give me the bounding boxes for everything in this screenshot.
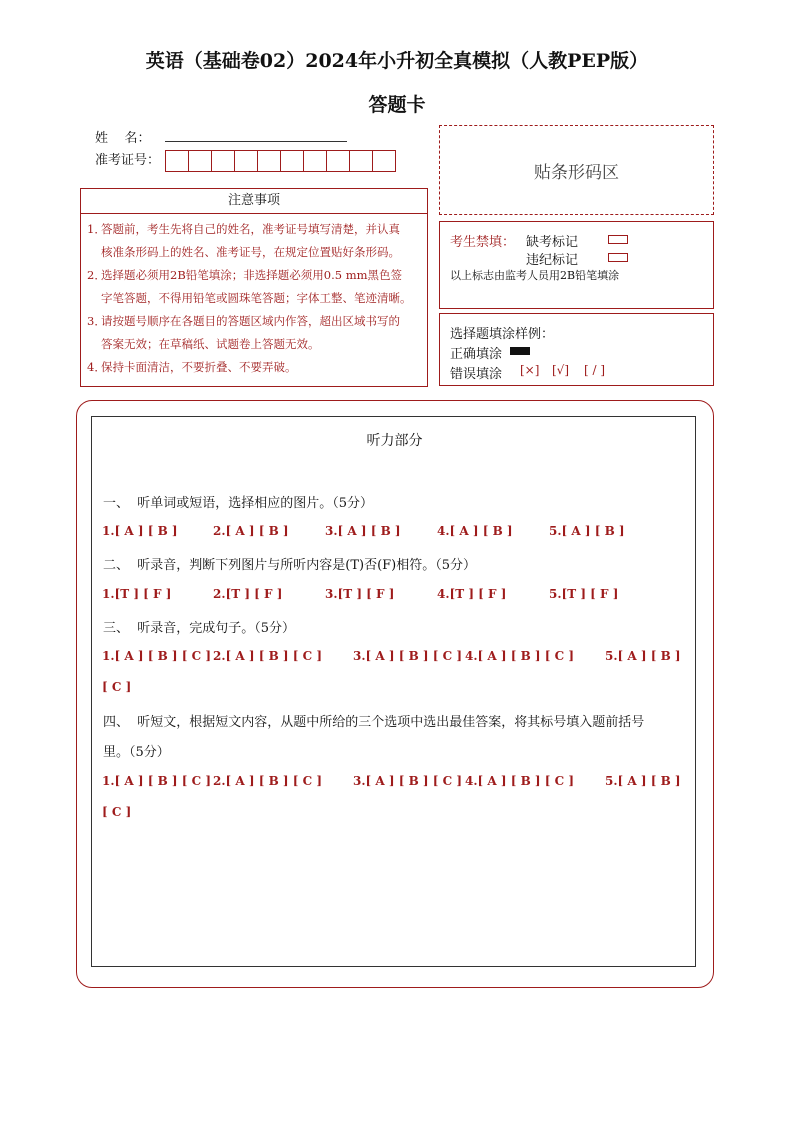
id-label: 准考证号： [95,153,161,168]
section-title-cont: 里。（5分） [103,745,170,760]
page-title: 英语（基础卷02）2024年小升初全真模拟（人教PEP版） [145,50,649,72]
notes-heading: 注意事项 [81,189,427,214]
listening-heading: 听力部分 [366,433,423,449]
answer-option-group[interactable]: 5.[T ] [ F ] [549,587,619,601]
answer-option-group[interactable]: 3.[ A ] [ B ] [325,524,401,538]
answer-option-group[interactable]: 4.[ A ] [ B ] [ C ] [465,774,575,788]
correct-label: 正确填涂 [450,347,503,362]
id-digit-box[interactable] [257,150,281,172]
section-title: 三、 听录音，完成句子。（5分） [103,621,296,636]
absent-label: 缺考标记 [526,235,579,250]
answer-option-group[interactable]: 2.[ A ] [ B ] [ C ] [213,649,323,663]
listening-section [91,416,696,967]
violation-label: 违纪标记 [526,253,579,268]
notes-panel [80,188,428,387]
note-line: 2． 选择题必须用2B铅笔填涂；非选择题必须用0.5 mm黑色签 [87,268,403,282]
note-line: 核准条形码上的姓名、准考证号，在规定位置贴好条形码。 [101,245,400,259]
section-title: 二、 听录音，判断下列图片与所听内容是(T)否(F)相符。（5分） [103,558,477,573]
forbidden-panel [439,221,714,309]
id-digit-box[interactable] [349,150,373,172]
wrong-label: 错误填涂 [450,367,503,382]
wrong-mark-2: [√] [552,363,570,377]
id-digit-box[interactable] [372,150,396,172]
id-digit-box[interactable] [280,150,304,172]
correct-fill-sample [510,347,530,355]
wrong-mark-1: [×] [520,363,540,377]
forbidden-label: 考生禁填： [450,235,516,250]
answer-option-group[interactable]: 3.[T ] [ F ] [325,587,395,601]
answer-option-group[interactable]: 3.[ A ] [ B ] [ C ] [353,649,463,663]
answer-option-group[interactable]: 5.[ A ] [ B ] [605,649,681,663]
id-digit-box[interactable] [211,150,235,172]
answer-option-group[interactable]: 5.[ A ] [ B ] [549,524,625,538]
answer-option-group[interactable]: 2.[ A ] [ B ] [ C ] [213,774,323,788]
answer-option-group[interactable]: 5.[ A ] [ B ] [605,774,681,788]
note-line: 1． 答题前，考生先将自己的姓名，准考证号填写清楚，并认真 [87,222,400,236]
answer-option-group[interactable]: 1.[ A ] [ B ] [ C ] [102,774,212,788]
violation-mark-box[interactable] [608,253,628,262]
id-number-boxes[interactable] [165,150,395,172]
note-line: 3． 请按题号顺序在各题目的答题区域内作答，超出区域书写的 [87,314,400,328]
section-title: 一、 听单词或短语，选择相应的图片。（5分） [103,496,374,511]
sample-heading: 选择题填涂样例： [450,327,555,342]
answer-option-group[interactable]: 2.[ A ] [ B ] [213,524,289,538]
forbidden-note: 以上标志由监考人员用2B铅笔填涂 [450,269,620,282]
name-field[interactable] [165,141,347,142]
answer-option-wrap[interactable]: [ C ] [102,680,132,694]
note-line: 答案无效；在草稿纸、试题卷上答题无效。 [101,337,320,351]
section-title: 四、 听短文，根据短文内容，从题中所给的三个选项中选出最佳答案，将其标号填入题前括号 [103,715,645,730]
page-subtitle: 答题卡 [368,94,426,116]
note-line: 字笔答题，不得用铅笔或圆珠笔答题；字体工整、笔迹清晰。 [101,291,412,305]
answer-option-group[interactable]: 1.[ A ] [ B ] [ C ] [102,649,212,663]
answer-option-group[interactable]: 4.[ A ] [ B ] [ C ] [465,649,575,663]
barcode-area [439,125,714,215]
note-line: 4． 保持卡面清洁，不要折叠、不要弄破。 [87,360,297,374]
answer-option-group[interactable]: 1.[T ] [ F ] [102,587,172,601]
id-digit-box[interactable] [165,150,189,172]
answer-option-group[interactable]: 1.[ A ] [ B ] [102,524,178,538]
name-label: 姓 名： [95,131,151,146]
id-digit-box[interactable] [326,150,350,172]
absent-mark-box[interactable] [608,235,628,244]
fill-sample-panel [439,313,714,386]
answer-option-group[interactable]: 2.[T ] [ F ] [213,587,283,601]
answer-option-group[interactable]: 3.[ A ] [ B ] [ C ] [353,774,463,788]
id-digit-box[interactable] [188,150,212,172]
id-digit-box[interactable] [234,150,258,172]
answer-option-group[interactable]: 4.[ A ] [ B ] [437,524,513,538]
wrong-mark-3: [ / ] [584,363,606,377]
answer-option-wrap[interactable]: [ C ] [102,805,132,819]
answer-option-group[interactable]: 4.[T ] [ F ] [437,587,507,601]
barcode-label: 贴条形码区 [534,162,619,183]
id-digit-box[interactable] [303,150,327,172]
